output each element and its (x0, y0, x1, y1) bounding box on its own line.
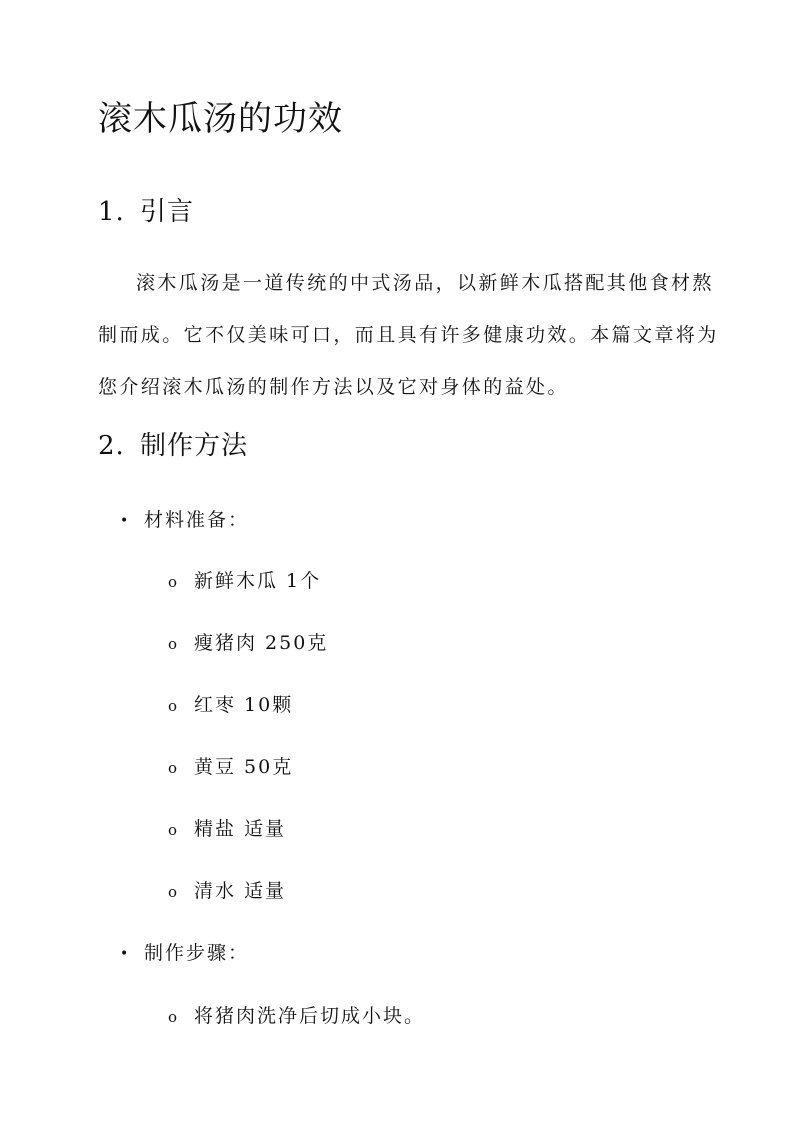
circle-bullet-icon: o (168, 883, 180, 901)
paragraph-line: 滚木瓜汤是一道传统的中式汤品，以新鲜木瓜搭配其他食材熬 (136, 272, 714, 294)
ingredient-item (168, 754, 293, 781)
circle-bullet-icon: o (168, 1008, 180, 1026)
circle-bullet-icon: o (168, 759, 180, 777)
intro-paragraph (98, 268, 719, 398)
section-heading-intro (98, 195, 194, 229)
list-item-label: 制作步骤： (144, 942, 250, 964)
list-item-label: 材料准备： (144, 509, 250, 531)
paragraph-line: 制而成。它不仅美味可口，而且具有许多健康功效。本篇文章将为 (98, 324, 719, 346)
bullet-icon: • (120, 946, 131, 962)
section-number: 2. (98, 431, 125, 461)
list-item-ingredients (120, 507, 249, 534)
bullet-icon: • (120, 513, 131, 529)
section-title: 引言 (140, 197, 195, 227)
document-title: 滚木瓜汤的功效 (98, 99, 343, 139)
circle-bullet-icon: o (168, 821, 180, 839)
paragraph-line: 您介绍滚木瓜汤的制作方法以及它对身体的益处。 (98, 376, 569, 398)
circle-bullet-icon: o (168, 697, 180, 715)
ingredient-text: 新鲜木瓜 1个 (194, 570, 322, 592)
step-item (168, 1003, 425, 1030)
circle-bullet-icon: o (168, 573, 180, 591)
list-item-steps (120, 940, 249, 967)
ingredient-text: 黄豆 50克 (194, 756, 294, 778)
ingredient-text: 清水 适量 (194, 880, 287, 902)
ingredient-item (168, 816, 286, 843)
ingredient-text: 精盐 适量 (194, 818, 287, 840)
step-text: 将猪肉洗净后切成小块。 (194, 1005, 426, 1027)
ingredient-text: 红枣 10颗 (194, 694, 294, 716)
ingredient-item (168, 630, 328, 657)
ingredient-text: 瘦猪肉 250克 (194, 632, 329, 654)
ingredient-item (168, 878, 286, 905)
section-title: 制作方法 (140, 431, 249, 461)
circle-bullet-icon: o (168, 635, 180, 653)
ingredient-item (168, 692, 293, 719)
ingredient-item (168, 568, 321, 595)
section-number: 1. (98, 197, 125, 227)
section-heading-method (98, 429, 248, 463)
